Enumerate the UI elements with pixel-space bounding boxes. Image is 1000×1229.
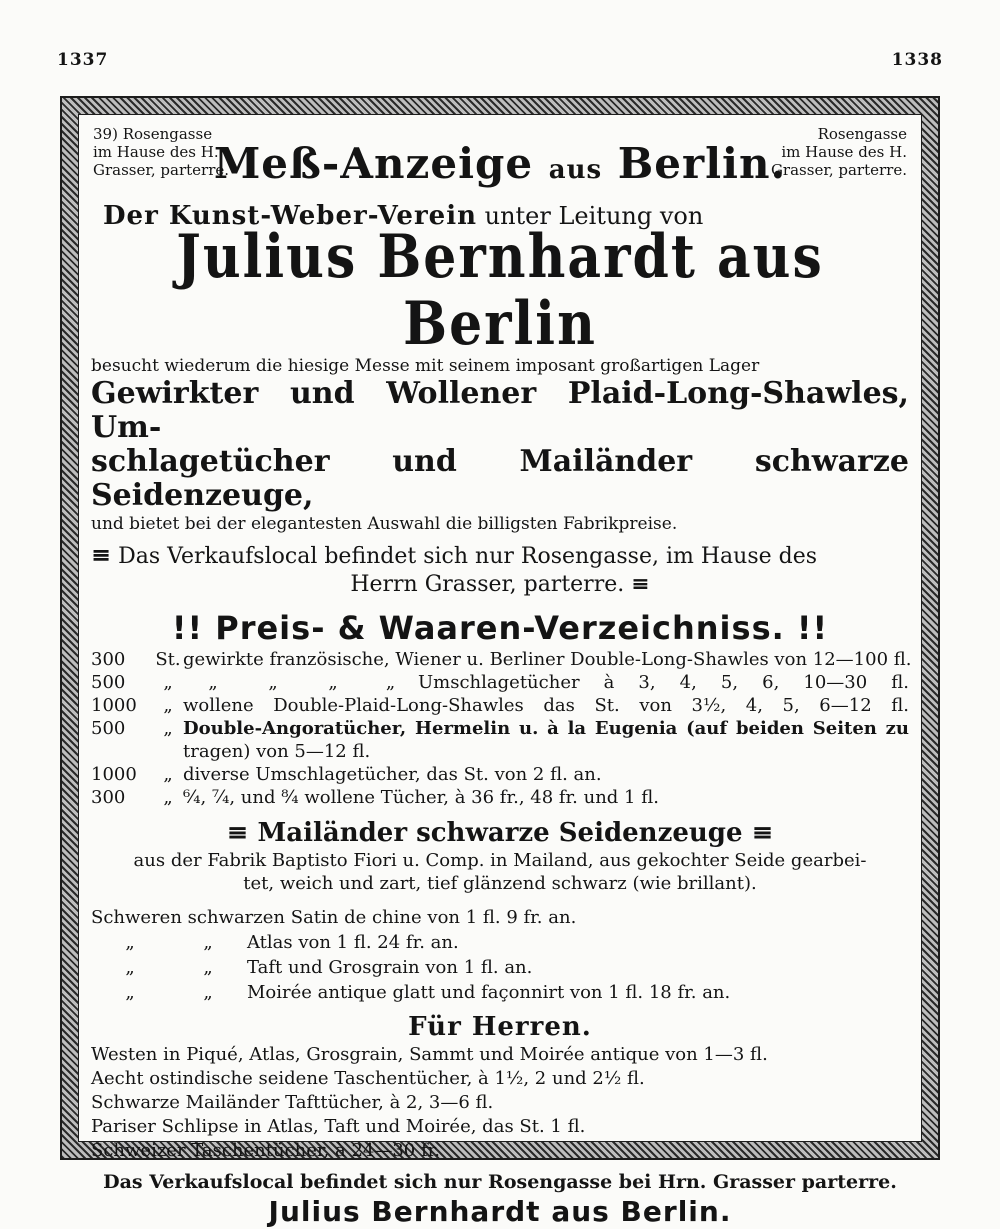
price-list <box>91 648 912 809</box>
gentlemen-item: Schweizer Taschentücher, à 24—30 fr. <box>91 1140 440 1161</box>
silk-price-item <box>91 980 909 1005</box>
ornament-bars: ≡ <box>751 818 774 848</box>
item-unit: „ <box>163 672 173 693</box>
price-list-item <box>91 671 909 694</box>
corner-address-left <box>93 125 229 179</box>
intro-text: besucht wiederum die hiesige Messe mit seinem imposant großartigen Lager <box>91 356 760 376</box>
item-description: wollene Double-Plaid-Long-Shawles das St. von 3½, 4, 5, 6—12 fl. <box>183 695 909 716</box>
item-description: ⁶⁄₄, ⁷⁄₄, und ⁸⁄₄ wollene Tücher, à 36 fr., 48 fr. und 1 fl. <box>183 787 659 808</box>
page-number-right: 1338 <box>891 50 943 70</box>
item-description: Double-Angoratücher, Hermelin u. à la Eugenia (auf beiden Seiten zu <box>183 718 909 739</box>
gentlemen-section-title: Für Herren. <box>408 1012 592 1042</box>
silk-item-text: Moirée antique glatt und façonnirt von 1 fl. 18 fr. an. <box>247 982 731 1003</box>
sales-location-text: Das Verkaufslocal befindet sich nur Rosengasse, im Hause des <box>118 544 818 569</box>
ornament-bars: ≡ <box>631 571 650 597</box>
silk-description-line-1: aus der Fabrik Baptisto Fiori u. Comp. in Mailand, aus gekochter Seide gearbei- <box>133 850 867 871</box>
corner-left-line2: im Hause des H. <box>93 143 219 161</box>
item-description: Umschlagetücher à 3, 4, 5, 6, 10—30 fl. <box>418 672 909 693</box>
page-number-left: 1337 <box>57 50 109 70</box>
ditto-mark: „ <box>125 932 135 953</box>
item-quantity: 300 <box>91 649 126 670</box>
ditto-mark: „ <box>125 982 135 1003</box>
gentlemen-item: Schwarze Mailänder Tafttücher, à 2, 3—6 fl. <box>91 1092 494 1113</box>
ornament-bars: ≡ <box>91 540 112 569</box>
item-unit: „ <box>163 695 173 716</box>
silk-item-text: Taft und Grosgrain von 1 fl. an. <box>247 957 533 978</box>
item-unit: „ <box>163 718 173 739</box>
silk-section-title <box>91 817 909 849</box>
ditto-mark: „ <box>328 672 338 693</box>
item-quantity: 1000 <box>91 764 137 785</box>
silk-price-item <box>91 930 909 955</box>
silk-item-text: Schweren schwarzen Satin de chine von 1 fl. 9 fr. an. <box>91 907 577 928</box>
price-list-item <box>91 717 909 740</box>
item-quantity <box>91 740 153 763</box>
item-unit: „ <box>163 764 173 785</box>
ditto-mark: „ <box>125 957 135 978</box>
heading-part3: Berlin. <box>617 139 787 188</box>
sales-location-line-2 <box>91 571 909 598</box>
corner-right-line3: Grasser, parterre. <box>770 161 907 179</box>
item-quantity: 500 <box>91 672 126 693</box>
merchant-banner-name: Julius Bernhardt aus Berlin <box>176 222 824 359</box>
price-list-item <box>91 694 909 717</box>
heading-part1: Meß-Anzeige <box>213 139 534 188</box>
silk-description-line-2: tet, weich und zart, tief glänzend schwarz (wie brillant). <box>243 873 757 894</box>
silk-item-text: Atlas von 1 fl. 24 fr. an. <box>247 932 459 953</box>
item-quantity: 500 <box>91 718 126 739</box>
price-list-item <box>91 763 909 786</box>
silk-price-list <box>91 905 909 1005</box>
item-quantity: 300 <box>91 787 126 808</box>
gentlemen-price-list <box>91 1043 909 1163</box>
item-description: gewirkte französische, Wiener u. Berliner Double-Long-Shawles von 12—100 fl. <box>183 649 912 670</box>
heading-part2: aus <box>548 155 603 185</box>
gentlemen-item: Westen in Piqué, Atlas, Grosgrain, Sammt und Moirée antique von 1—3 fl. <box>91 1044 768 1065</box>
sales-location-text-2: Herrn Grasser, parterre. <box>350 572 625 597</box>
ditto-mark: „ <box>385 672 396 693</box>
corner-left-line3: Grasser, parterre. <box>93 161 230 179</box>
item-unit <box>153 740 183 763</box>
ornament-bars: ≡ <box>226 818 249 848</box>
ditto-mark: „ <box>208 672 218 693</box>
ditto-mark: „ <box>268 672 278 693</box>
corner-address-right <box>771 125 907 179</box>
product-line-2: schlagetücher und Mailänder schwarze Seidenzeuge, <box>91 444 909 513</box>
ditto-mark: „ <box>203 957 213 978</box>
advertisement-body <box>78 114 922 1228</box>
gentlemen-item: Aecht ostindische seidene Taschentücher, à 1½, 2 und 2½ fl. <box>91 1068 645 1089</box>
corner-left-line1: 39) Rosengasse <box>93 125 213 143</box>
corner-right-line2: im Hause des H. <box>781 143 907 161</box>
item-description: diverse Umschlagetücher, das St. von 2 fl. an. <box>183 764 602 785</box>
item-unit: St. <box>155 649 181 670</box>
ditto-mark: „ <box>203 982 213 1003</box>
item-description: tragen) von 5—12 fl. <box>183 741 371 762</box>
price-list-item <box>91 786 909 809</box>
silk-price-item <box>91 955 909 980</box>
advertisement-frame <box>60 96 940 1228</box>
corner-right-line1: Rosengasse <box>817 125 907 143</box>
merchant-signature: Julius Bernhardt aus Berlin. <box>268 1195 732 1228</box>
product-line-1: Gewirkter und Wollener Plaid-Long-Shawles, Um- <box>91 376 909 445</box>
verein-rest: unter Leitung von <box>484 202 704 230</box>
silk-title-text: Mailänder schwarze Seidenzeuge <box>257 818 743 848</box>
item-quantity: 1000 <box>91 695 137 716</box>
gentlemen-item: Pariser Schlipse in Atlas, Taft und Moirée, das St. 1 fl. <box>91 1116 586 1137</box>
silk-price-item <box>91 905 909 930</box>
item-unit: „ <box>163 787 173 808</box>
verein-name: Der Kunst-Weber-Verein <box>103 201 477 231</box>
sales-location-line <box>91 541 909 571</box>
footer-sales-location: Das Verkaufslocal befindet sich nur Rosengasse bei Hrn. Grasser parterre. <box>103 1171 897 1193</box>
offer-text: und bietet bei der elegantesten Auswahl die billigsten Fabrikpreise. <box>91 514 678 534</box>
price-list-item-continuation <box>91 740 909 763</box>
price-list-item <box>91 648 912 671</box>
price-list-title: !! Preis- & Waaren-Verzeichniss. !! <box>171 609 829 647</box>
ditto-mark: „ <box>203 932 213 953</box>
